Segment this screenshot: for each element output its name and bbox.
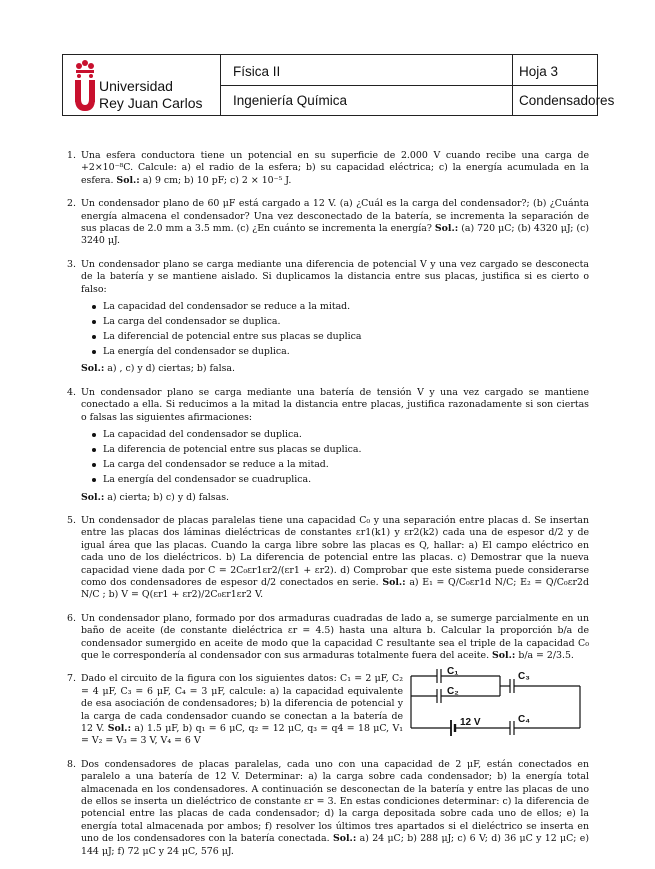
solution-text: b/a = 2/3.5. — [518, 649, 574, 661]
university-logo — [63, 55, 221, 115]
problem-3 — [67, 259, 589, 376]
list-item: La energía del condensador se duplica. — [89, 346, 589, 358]
university-name-line1: Universidad — [99, 78, 173, 94]
problem-number: 8. — [67, 758, 76, 770]
problem-number: 4. — [67, 386, 76, 398]
problem-statement: Una esfera conductora tiene un potencial en su superficie de 2.000 V cuando recibe una carga de +2×10⁻⁸C. Calcule: a) el radio de la esfera; b) su capacidad eléctrica; c) la energía acumulada en la esfera. — [81, 150, 589, 186]
solution-label: Sol.: — [434, 223, 459, 235]
problem-number: 1. — [67, 150, 76, 161]
solution-text: (a) 720 μC; (b) 4320 μJ; (c) 3240 μJ. — [81, 223, 589, 247]
problem-statement: Un condensador plano se carga mediante una batería de tensión V y una vez cargado se mantiene conectado a ella. Si reducimos a la mitad la distancia entre placas, justifica razonadamente si son ciertas o falsas las siguientes afirmaciones: — [81, 386, 589, 423]
solution-text: a) 24 μC; b) 288 μJ; c) 6 V; d) 36 μC y 12 μC; e) 144 μJ; f) 72 μC y 24 μC, 576 μJ. — [81, 833, 589, 857]
problem-statement: Un condensador de placas paralelas tiene una capacidad C₀ y una separación entre placas d. Se insertan entre las placas dos láminas dieléctricas de constantes εr1(k1) y εr2(k2) cada una de espesor d/2 y de igual área que las placas. Cuando la carga libre sobre las placas es Q, hallar: a) El campo eléctrico en cada uno de los dieléctricos. b) La diferencia de potencial entre las placas. c) Demostrar que la nueva capacidad viene dada por C = 2C₀εr1εr2/(εr1 + εr2). d) Comprobar que este sistema puede considerarse como dos condensadores de espesor d/2 conectados en serie. — [81, 514, 589, 588]
c1-label: C₁ — [447, 666, 459, 678]
solution-label: Sol.: — [492, 649, 516, 661]
statement-list — [89, 429, 589, 486]
solution — [81, 492, 589, 504]
problem-1 — [67, 150, 589, 187]
solution-label: Sol.: — [382, 576, 406, 588]
sheet-number: Hoja 3 — [519, 64, 559, 79]
statement-list — [89, 301, 589, 358]
solution-text: a) 1.5 μF, b) q₁ = 6 μC, q₂ = 12 μC, q₃ = q4 = 18 μC, V₁ = V₂ = V₃ = 3 V, V₄ = 6 V — [81, 723, 404, 747]
problem-7 — [67, 666, 589, 747]
problem-2 — [67, 198, 589, 248]
problem-statement: Un condensador plano, formado por dos armaduras cuadradas de lado a, se sumerge parcialmente en un baño de aceite (de constante dieléctrica εr = 4.5) hasta una altura b. Calcular la proporción b/a de condensador sumergido en aceite de modo que la capacidad C resultante sea el triple de la capacidad C₀ que le correspondería al condensador con sus armaduras totalmente fuera del aceite. — [81, 612, 589, 661]
list-item: La capacidad del condensador se reduce a la mitad. — [89, 301, 589, 313]
sheet-topic: Condensadores — [519, 93, 615, 108]
problem-8 — [67, 759, 589, 858]
solution-text: a) cierta; b) c) y d) falsas. — [107, 491, 229, 503]
sheet-cell — [513, 55, 615, 115]
solution — [81, 363, 589, 375]
subject-title: Física II — [233, 64, 281, 79]
problem-4 — [67, 387, 589, 504]
header-table — [62, 54, 615, 116]
solution-text: a) , c) y d) ciertas; b) falsa. — [107, 363, 235, 375]
problem-statement: Un condensador plano se carga mediante una diferencia de potencial V y una vez cargado se desconecta de la batería y se mantiene aislado. Si duplicamos la distancia entre sus placas, justifica si es cierto o falso: — [81, 258, 589, 295]
problem-number: 5. — [67, 514, 76, 526]
crown-u-icon — [71, 59, 99, 115]
list-item: La carga del condensador se duplica. — [89, 316, 589, 328]
c3-label: C₃ — [518, 671, 530, 683]
circuit-diagram — [408, 666, 584, 742]
problem-number: 6. — [67, 612, 76, 624]
c2-label: C₂ — [447, 686, 459, 698]
solution-text: a) E₁ = Q/C₀εr1d N/C; E₂ = Q/C₀εr2d N/C ; b) V = Q(εr1 + εr2)/2C₀εr1εr2 V. — [81, 576, 589, 601]
problem-5 — [67, 515, 589, 602]
subject-cell — [221, 55, 513, 115]
problem-statement: Dos condensadores de placas paralelas, cada uno con una capacidad de 2 μF, están conectados en paralelo a una batería de 12 V. Determinar: a) la carga sobre cada condensador; b) la energía total almacenada en los condensadores. A continuación se desconectan de la batería y entre las placas de uno de ellos se inserta un dieléctrico de constante εr = 3. En estas condiciones determinar: c) la diferencia de potencial entre las placas de cada condensador; d) la carga depositada sobre cada uno de ellos; e) la energía total almacenada por ambos; f) resolver los últimos tres apartados si el dieléctrico se inserta en uno de los condensadores con la batería conectada. — [81, 758, 589, 845]
list-item: La diferencial de potencial entre sus placas se duplica — [89, 331, 589, 343]
problem-statement: Un condensador plano de 60 μF está cargado a 12 V. (a) ¿Cuál es la carga del condensador?; (b) ¿Cuánta energía almacena el condensador? Una vez desconectado de la batería, se incrementa la separación de sus placas de 2.0 mm a 3.5 mm. (c) ¿En cuánto se incrementa la energía? — [81, 198, 589, 235]
list-item: La diferencia de potencial entre sus placas se duplica. — [89, 444, 589, 456]
problem-number: 3. — [67, 258, 76, 270]
degree-title: Ingeniería Química — [233, 93, 348, 108]
university-name-line2: Rey Juan Carlos — [99, 95, 203, 111]
problem-number: 2. — [67, 198, 76, 210]
problem-6 — [67, 613, 589, 663]
list-item: La capacidad del condensador se duplica. — [89, 429, 589, 441]
solution-text: a) 9 cm; b) 10 pF; c) 2 × 10⁻⁵ J. — [142, 174, 292, 186]
problem-statement: Dado el circuito de la figura con los siguientes datos: C₁ = 2 μF, C₂ = 4 μF, C₃ = 6 μF, C₄ = 3 μF, calcule: a) la capacidad equivalente de esa asociación de condensadores; b) la diferencia de potencial y la carga de cada condensador cuando se conectan a la batería de 12 V. — [81, 673, 403, 734]
problem-number: 7. — [67, 673, 76, 685]
list-item: La energía del condensador se cuadruplica. — [89, 474, 589, 486]
solution-label: Sol.: — [81, 363, 105, 375]
solution-label: Sol.: — [332, 833, 357, 845]
solution-label: Sol.: — [107, 723, 132, 734]
problem-list — [67, 150, 589, 869]
solution-label: Sol.: — [116, 174, 140, 186]
battery-label: 12 V — [460, 717, 481, 729]
solution-label: Sol.: — [81, 491, 105, 503]
list-item: La carga del condensador se reduce a la mitad. — [89, 459, 589, 471]
c4-label: C₄ — [518, 714, 530, 726]
